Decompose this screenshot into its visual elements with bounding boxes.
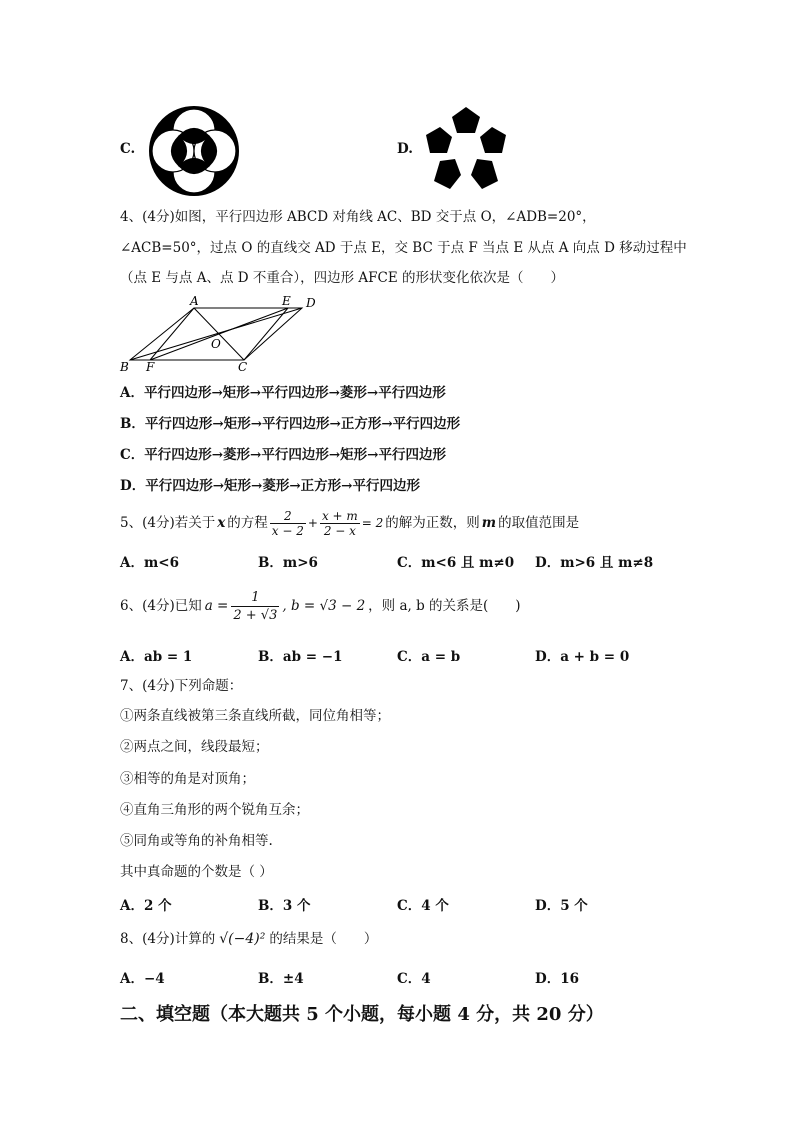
label-D: D (306, 296, 316, 310)
q5-mid2: 的解为正数，则 (385, 515, 480, 531)
q5-mid1: 的方程 (227, 515, 268, 531)
q6-option-b: B．ab = −1 (258, 649, 343, 665)
q4-option-b: B．平行四边形→矩形→平行四边形→正方形→平行四边形 (120, 416, 461, 432)
q5-frac2-den: 2 − x (323, 523, 356, 538)
q6-a-eq: a = (204, 598, 229, 614)
q6-option-d: D．a + b = 0 (535, 649, 630, 665)
q8-stem (120, 926, 377, 952)
q4-line1: 4、(4分)如图，平行四边形 ABCD 对角线 AC、BD 交于点 O，∠ADB=20°， (120, 209, 596, 225)
q8-option-c: C．4 (397, 971, 431, 987)
q5-eq: = 2 (361, 516, 384, 530)
option-d-label: D. (397, 141, 413, 157)
q7-item-5: ⑤同角或等角的补角相等. (120, 833, 273, 849)
q8-option-a: A．−4 (120, 971, 165, 987)
q7-item-4: ④直角三角形的两个锐角互余； (120, 802, 309, 818)
q7-item-1: ①两条直线被第三条直线所截，同位角相等； (120, 708, 390, 724)
q7-title: 7、(4分)下列命题： (120, 678, 243, 694)
q4-option-c: C．平行四边形→菱形→平行四边形→矩形→平行四边形 (120, 447, 446, 463)
q5-option-c: C．m<6 且 m≠0 (397, 555, 515, 571)
q4-line3: （点 E 与点 A、点 D 不重合），四边形 AFCE 的形状变化依次是（ ） (120, 270, 565, 286)
five-pentagons-figure (420, 105, 512, 193)
q5-var-m: m (481, 515, 497, 531)
q5-plus: + (307, 516, 318, 530)
q6-b-eq: , b = √3 − 2 (282, 598, 366, 614)
q8-option-d: D．16 (535, 971, 579, 987)
q6-option-a: A．ab = 1 (120, 649, 193, 665)
q8-suffix: 的结果是（ ） (269, 931, 378, 947)
q6-prefix: 6、(4分)已知 (120, 598, 202, 614)
label-F: F (146, 360, 155, 374)
label-A: A (190, 294, 199, 308)
q5-suffix: 的取值范围是 (498, 515, 580, 531)
q7-option-d: D．5 个 (535, 898, 588, 914)
q7-question: 其中真命题的个数是（ ） (120, 864, 273, 880)
q6-stem (120, 585, 521, 627)
q4-option-d: D．平行四边形→矩形→菱形→正方形→平行四边形 (120, 478, 420, 494)
q6-option-c: C．a = b (397, 649, 461, 665)
q6-frac-den: 2 + √3 (233, 607, 278, 623)
q4-line2: ∠ACB=50°，过点 O 的直线交 AD 于点 E，交 BC 于点 F 当点 E 从点 A 向点 D 移动过程中 (120, 240, 687, 256)
q4-option-a: A．平行四边形→矩形→平行四边形→菱形→平行四边形 (120, 385, 446, 401)
q7-option-b: B．3 个 (258, 898, 311, 914)
q6-suffix: ，则 a, b 的关系是( ) (368, 598, 521, 614)
q5-frac2 (320, 509, 360, 538)
q5-option-a: A．m<6 (120, 555, 179, 571)
q8-prefix: 8、(4分)计算的 (120, 931, 216, 947)
q5-var-x: x (217, 515, 226, 531)
q7-option-c: C．4 个 (397, 898, 449, 914)
parallelogram-figure (116, 294, 326, 376)
q5-frac1 (270, 509, 306, 538)
q5-stem (120, 506, 579, 540)
q5-option-d: D．m>6 且 m≠8 (535, 555, 654, 571)
option-c-label: C. (120, 141, 136, 157)
q5-frac1-den: x − 2 (271, 523, 304, 538)
q6-frac (231, 589, 279, 624)
q7-option-a: A．2 个 (120, 898, 172, 914)
q8-radical: √(−4)² (219, 931, 266, 947)
section-2-title: 二、填空题（本大题共 5 个小题，每小题 4 分，共 20 分） (120, 1004, 604, 1025)
q5-prefix: 5、(4分)若关于 (120, 515, 216, 531)
label-O: O (211, 337, 221, 351)
q7-item-2: ②两点之间，线段最短； (120, 739, 269, 755)
q5-frac2-num: x + m (321, 508, 358, 523)
q5-frac1-num: 2 (270, 509, 306, 524)
q6-frac-num: 1 (231, 589, 279, 607)
label-C: C (238, 360, 248, 374)
four-petal-circle-figure (148, 105, 240, 197)
q5-option-b: B．m>6 (258, 555, 318, 571)
q7-item-3: ③相等的角是对顶角； (120, 771, 255, 787)
label-E: E (282, 294, 291, 308)
q8-option-b: B．±4 (258, 971, 304, 987)
label-B: B (120, 360, 129, 374)
